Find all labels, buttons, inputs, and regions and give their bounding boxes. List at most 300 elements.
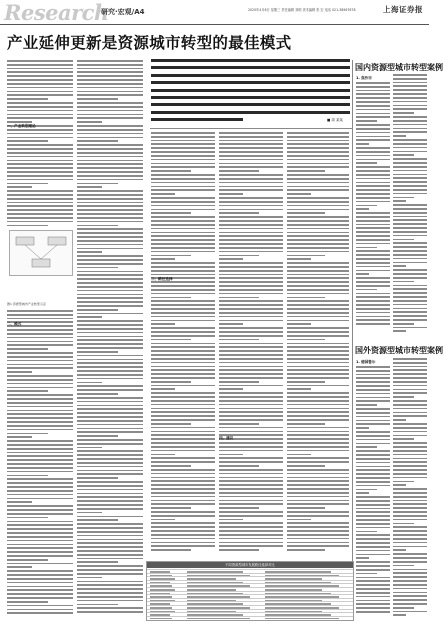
text-line — [287, 377, 349, 379]
text-line — [7, 383, 73, 385]
text-line — [393, 273, 427, 275]
text-line — [287, 316, 349, 318]
text-line — [219, 140, 283, 142]
text-line — [77, 401, 143, 403]
text-line — [151, 492, 215, 494]
text-line — [151, 132, 215, 134]
text-line — [7, 498, 73, 500]
text-line — [219, 522, 283, 524]
text-line — [356, 120, 377, 122]
text-line — [7, 194, 73, 196]
text-line — [77, 351, 118, 353]
text-line — [151, 316, 215, 318]
text-line — [393, 154, 414, 156]
subhead-4: 四、建议 — [219, 436, 234, 440]
text-line — [356, 136, 390, 138]
text-line — [7, 593, 73, 595]
text-line — [356, 266, 390, 268]
text-line — [356, 116, 390, 118]
text-line — [393, 89, 427, 91]
text-line — [287, 396, 349, 398]
text-line — [393, 74, 427, 76]
text-line — [219, 465, 259, 467]
text-line — [393, 614, 406, 616]
text-line — [7, 413, 73, 415]
text-line — [393, 515, 427, 517]
text-line — [356, 385, 390, 387]
table-cell — [265, 618, 339, 620]
text-line — [219, 350, 283, 352]
text-line — [7, 501, 32, 503]
text-line — [356, 377, 390, 379]
text-line — [7, 398, 73, 400]
text-line — [356, 573, 377, 575]
figure-caption: 图1 资源型城市产业转型示意 — [7, 302, 46, 306]
text-line — [219, 224, 283, 226]
text-line — [77, 83, 143, 85]
text-line — [151, 224, 215, 226]
text-line — [7, 486, 73, 488]
text-line — [7, 513, 73, 515]
text-line — [356, 577, 390, 579]
text-line — [77, 60, 143, 62]
text-line — [77, 519, 118, 521]
text-line — [393, 327, 427, 329]
text-line — [7, 60, 73, 62]
text-line — [77, 313, 143, 315]
text-line — [287, 366, 349, 368]
text-line — [287, 155, 349, 157]
text-line — [7, 402, 73, 404]
text-line — [287, 515, 349, 517]
text-line — [151, 454, 175, 456]
body-column-1b — [7, 310, 73, 620]
text-line — [219, 270, 283, 272]
text-line — [7, 459, 73, 461]
text-line — [151, 496, 215, 498]
text-line — [356, 420, 390, 422]
text-line — [219, 258, 243, 260]
text-line — [356, 270, 390, 272]
text-line — [151, 274, 215, 276]
text-line — [393, 116, 427, 118]
text-line — [219, 235, 283, 237]
text-line — [151, 415, 215, 417]
text-line — [287, 400, 349, 402]
text-line — [287, 438, 349, 440]
text-line — [219, 477, 283, 479]
text-line — [7, 509, 73, 511]
text-line — [356, 300, 390, 302]
text-line — [356, 446, 377, 448]
text-line — [393, 296, 427, 298]
text-line — [77, 175, 143, 177]
subhead-2: 二、模式 — [7, 322, 22, 326]
table-row — [147, 616, 353, 621]
text-line — [287, 415, 349, 417]
text-line — [7, 64, 73, 66]
text-line — [151, 174, 215, 176]
text-line — [356, 231, 390, 233]
text-line — [393, 304, 427, 306]
text-line — [393, 366, 427, 368]
text-line — [7, 475, 48, 477]
text-line — [356, 212, 390, 214]
text-line — [356, 508, 390, 510]
text-line — [287, 197, 349, 199]
text-line — [356, 466, 390, 468]
text-line — [393, 239, 414, 241]
text-line — [151, 136, 215, 138]
text-line — [7, 337, 73, 339]
sidebar-domestic-col-1 — [356, 82, 390, 332]
text-line — [287, 212, 325, 214]
text-line — [393, 277, 427, 279]
text-line — [393, 281, 414, 283]
text-line — [393, 204, 427, 206]
text-line — [219, 216, 283, 218]
text-line — [7, 329, 73, 331]
text-line — [151, 293, 215, 295]
text-line — [151, 511, 215, 513]
text-line — [287, 147, 349, 149]
text-line — [219, 366, 283, 368]
text-line — [356, 208, 369, 210]
text-line — [151, 189, 215, 191]
text-line — [7, 152, 73, 154]
text-line — [77, 527, 143, 529]
text-line — [393, 181, 427, 183]
text-line — [393, 519, 427, 521]
text-line — [393, 101, 427, 103]
text-line — [287, 526, 349, 528]
text-line — [77, 225, 118, 227]
text-line — [77, 221, 143, 223]
text-line — [393, 124, 427, 126]
text-line — [356, 139, 390, 141]
text-line — [287, 358, 349, 360]
text-line — [393, 546, 427, 548]
text-line — [393, 258, 427, 260]
text-line — [219, 308, 283, 310]
text-line — [393, 396, 414, 398]
text-line — [77, 271, 143, 273]
text-line — [219, 473, 283, 475]
text-line — [77, 412, 143, 414]
text-line — [77, 565, 143, 567]
text-line — [356, 473, 390, 475]
text-line — [219, 285, 283, 287]
text-line — [151, 320, 215, 322]
text-line — [287, 235, 349, 237]
text-line — [77, 190, 143, 192]
text-line — [287, 484, 349, 486]
text-line — [219, 339, 259, 341]
text-line — [393, 607, 414, 609]
text-line — [356, 489, 377, 491]
text-line — [393, 97, 427, 99]
text-line — [7, 160, 73, 162]
text-line — [393, 488, 427, 490]
text-line — [219, 316, 283, 318]
text-line — [356, 584, 390, 586]
text-line — [151, 519, 175, 521]
text-line — [393, 135, 406, 137]
text-line — [287, 446, 349, 448]
text-line — [219, 469, 283, 471]
text-line — [393, 461, 427, 463]
dateline: 2020年4月8日 星期三 责任编辑 刘明 美术编辑 张 宏 电话 021-38967678 — [248, 8, 356, 12]
text-line — [151, 197, 215, 199]
text-line — [77, 263, 143, 265]
text-line — [219, 404, 283, 406]
text-line — [393, 300, 427, 302]
text-line — [77, 542, 143, 544]
text-line — [7, 455, 73, 457]
text-line — [7, 463, 73, 465]
text-line — [7, 221, 73, 223]
text-line — [393, 208, 427, 210]
text-line — [77, 347, 143, 349]
text-line — [219, 201, 283, 203]
text-line — [287, 362, 349, 364]
text-line — [77, 489, 143, 491]
text-line — [393, 250, 427, 252]
text-line — [77, 428, 143, 430]
text-line — [151, 331, 215, 333]
text-line — [393, 139, 427, 141]
text-line — [77, 186, 102, 188]
text-line — [7, 356, 73, 358]
text-line — [77, 393, 118, 395]
text-line — [393, 292, 427, 294]
text-line — [287, 392, 349, 394]
text-line — [7, 98, 48, 100]
text-line — [7, 102, 73, 104]
text-line — [356, 82, 390, 84]
text-line — [393, 246, 427, 248]
text-line — [219, 220, 283, 222]
text-line — [77, 129, 143, 131]
text-line — [77, 297, 143, 299]
text-line — [7, 524, 73, 526]
text-line — [77, 405, 143, 407]
text-line — [287, 201, 349, 203]
text-line — [393, 285, 427, 287]
text-line — [393, 369, 427, 371]
text-line — [393, 158, 427, 160]
text-line — [393, 404, 427, 406]
text-line — [77, 458, 143, 460]
text-line — [77, 504, 143, 506]
text-line — [7, 582, 73, 584]
text-line — [77, 477, 118, 479]
text-line — [287, 281, 349, 283]
text-line — [356, 458, 390, 460]
text-line — [219, 205, 283, 207]
text-line — [356, 423, 390, 425]
text-line — [356, 370, 390, 372]
text-line — [7, 589, 73, 591]
text-line — [393, 105, 427, 107]
text-line — [151, 385, 215, 387]
text-line — [151, 312, 215, 314]
text-line — [356, 408, 390, 410]
text-line — [219, 170, 259, 172]
text-line — [356, 431, 390, 433]
text-line — [151, 304, 215, 306]
text-line — [219, 461, 283, 463]
text-line — [219, 147, 283, 149]
text-line — [151, 377, 215, 379]
text-line — [393, 392, 427, 394]
text-line — [287, 255, 325, 257]
text-line — [287, 277, 349, 279]
text-line — [77, 309, 118, 311]
text-line — [393, 362, 427, 364]
text-line — [219, 411, 283, 413]
text-line — [77, 102, 143, 104]
text-line — [393, 323, 414, 325]
text-line — [219, 534, 283, 536]
text-line — [77, 87, 143, 89]
text-line — [356, 527, 390, 529]
body-column-2 — [77, 60, 143, 620]
table-caption: 不同资源型城市发展路径选择对比 — [147, 562, 353, 568]
text-line — [7, 528, 73, 530]
text-line — [219, 209, 283, 211]
text-line — [77, 156, 143, 158]
text-line — [393, 389, 427, 391]
text-line — [356, 492, 369, 494]
text-line — [219, 369, 283, 371]
text-line — [287, 369, 349, 371]
text-line — [219, 228, 283, 230]
text-line — [219, 297, 259, 299]
text-line — [7, 574, 73, 576]
sidebar-foreign-col-2 — [393, 358, 427, 620]
text-line — [393, 120, 427, 122]
text-line — [356, 531, 377, 533]
text-line — [151, 300, 215, 302]
text-line — [7, 68, 73, 70]
text-line — [7, 94, 73, 96]
text-line — [356, 561, 390, 563]
text-line — [393, 565, 414, 567]
text-line — [356, 319, 390, 321]
text-line — [219, 331, 283, 333]
text-line — [7, 394, 73, 396]
text-line — [77, 516, 143, 518]
text-line — [7, 83, 73, 85]
text-line — [7, 205, 73, 207]
text-line — [219, 155, 283, 157]
text-line — [77, 611, 143, 613]
text-line — [287, 189, 349, 191]
text-line — [77, 523, 143, 525]
text-line — [7, 444, 73, 446]
text-line — [77, 213, 143, 215]
text-line — [393, 454, 427, 456]
text-line — [7, 213, 73, 215]
text-line — [356, 554, 390, 556]
text-line — [393, 93, 427, 95]
text-line — [287, 174, 349, 176]
text-line — [356, 454, 390, 456]
text-line — [219, 312, 283, 314]
text-line — [393, 492, 427, 494]
text-line — [356, 224, 390, 226]
text-line — [356, 132, 390, 134]
text-line — [356, 174, 390, 176]
text-line — [151, 220, 215, 222]
text-line — [77, 408, 143, 410]
text-line — [7, 551, 73, 553]
text-line — [219, 300, 283, 302]
text-line — [7, 114, 73, 116]
text-line — [219, 442, 283, 444]
text-line — [151, 346, 215, 348]
text-line — [151, 178, 215, 180]
text-line — [7, 310, 73, 312]
text-line — [356, 220, 390, 222]
text-line — [219, 450, 283, 452]
text-line — [77, 604, 118, 606]
text-line — [287, 132, 349, 134]
text-line — [356, 239, 390, 241]
text-line — [393, 308, 427, 310]
text-line — [7, 129, 73, 131]
text-line — [77, 278, 143, 280]
text-line — [219, 530, 283, 532]
text-line — [77, 561, 118, 563]
text-line — [77, 75, 143, 77]
text-line — [287, 232, 349, 234]
text-line — [219, 415, 283, 417]
text-line — [77, 607, 143, 609]
text-line — [393, 435, 427, 437]
text-line — [219, 186, 283, 188]
text-line — [393, 442, 427, 444]
text-line — [77, 420, 143, 422]
body-column-1 — [7, 60, 73, 230]
text-line — [356, 147, 390, 149]
text-line — [77, 343, 143, 345]
text-line — [7, 448, 73, 450]
text-line — [219, 362, 283, 364]
text-line — [356, 569, 390, 571]
text-line — [287, 136, 349, 138]
text-line — [77, 359, 143, 361]
text-line — [287, 473, 349, 475]
text-line — [77, 370, 143, 372]
text-line — [393, 534, 427, 536]
text-line — [77, 416, 143, 418]
text-line — [77, 64, 143, 66]
text-line — [151, 155, 215, 157]
text-line — [151, 446, 215, 448]
text-line — [7, 110, 73, 112]
text-line — [77, 443, 143, 445]
text-line — [356, 538, 390, 540]
text-line — [393, 595, 427, 597]
text-line — [393, 189, 427, 191]
text-line — [219, 545, 283, 547]
text-line — [393, 473, 427, 475]
text-line — [7, 547, 73, 549]
text-line — [393, 385, 427, 387]
text-line — [393, 400, 427, 402]
